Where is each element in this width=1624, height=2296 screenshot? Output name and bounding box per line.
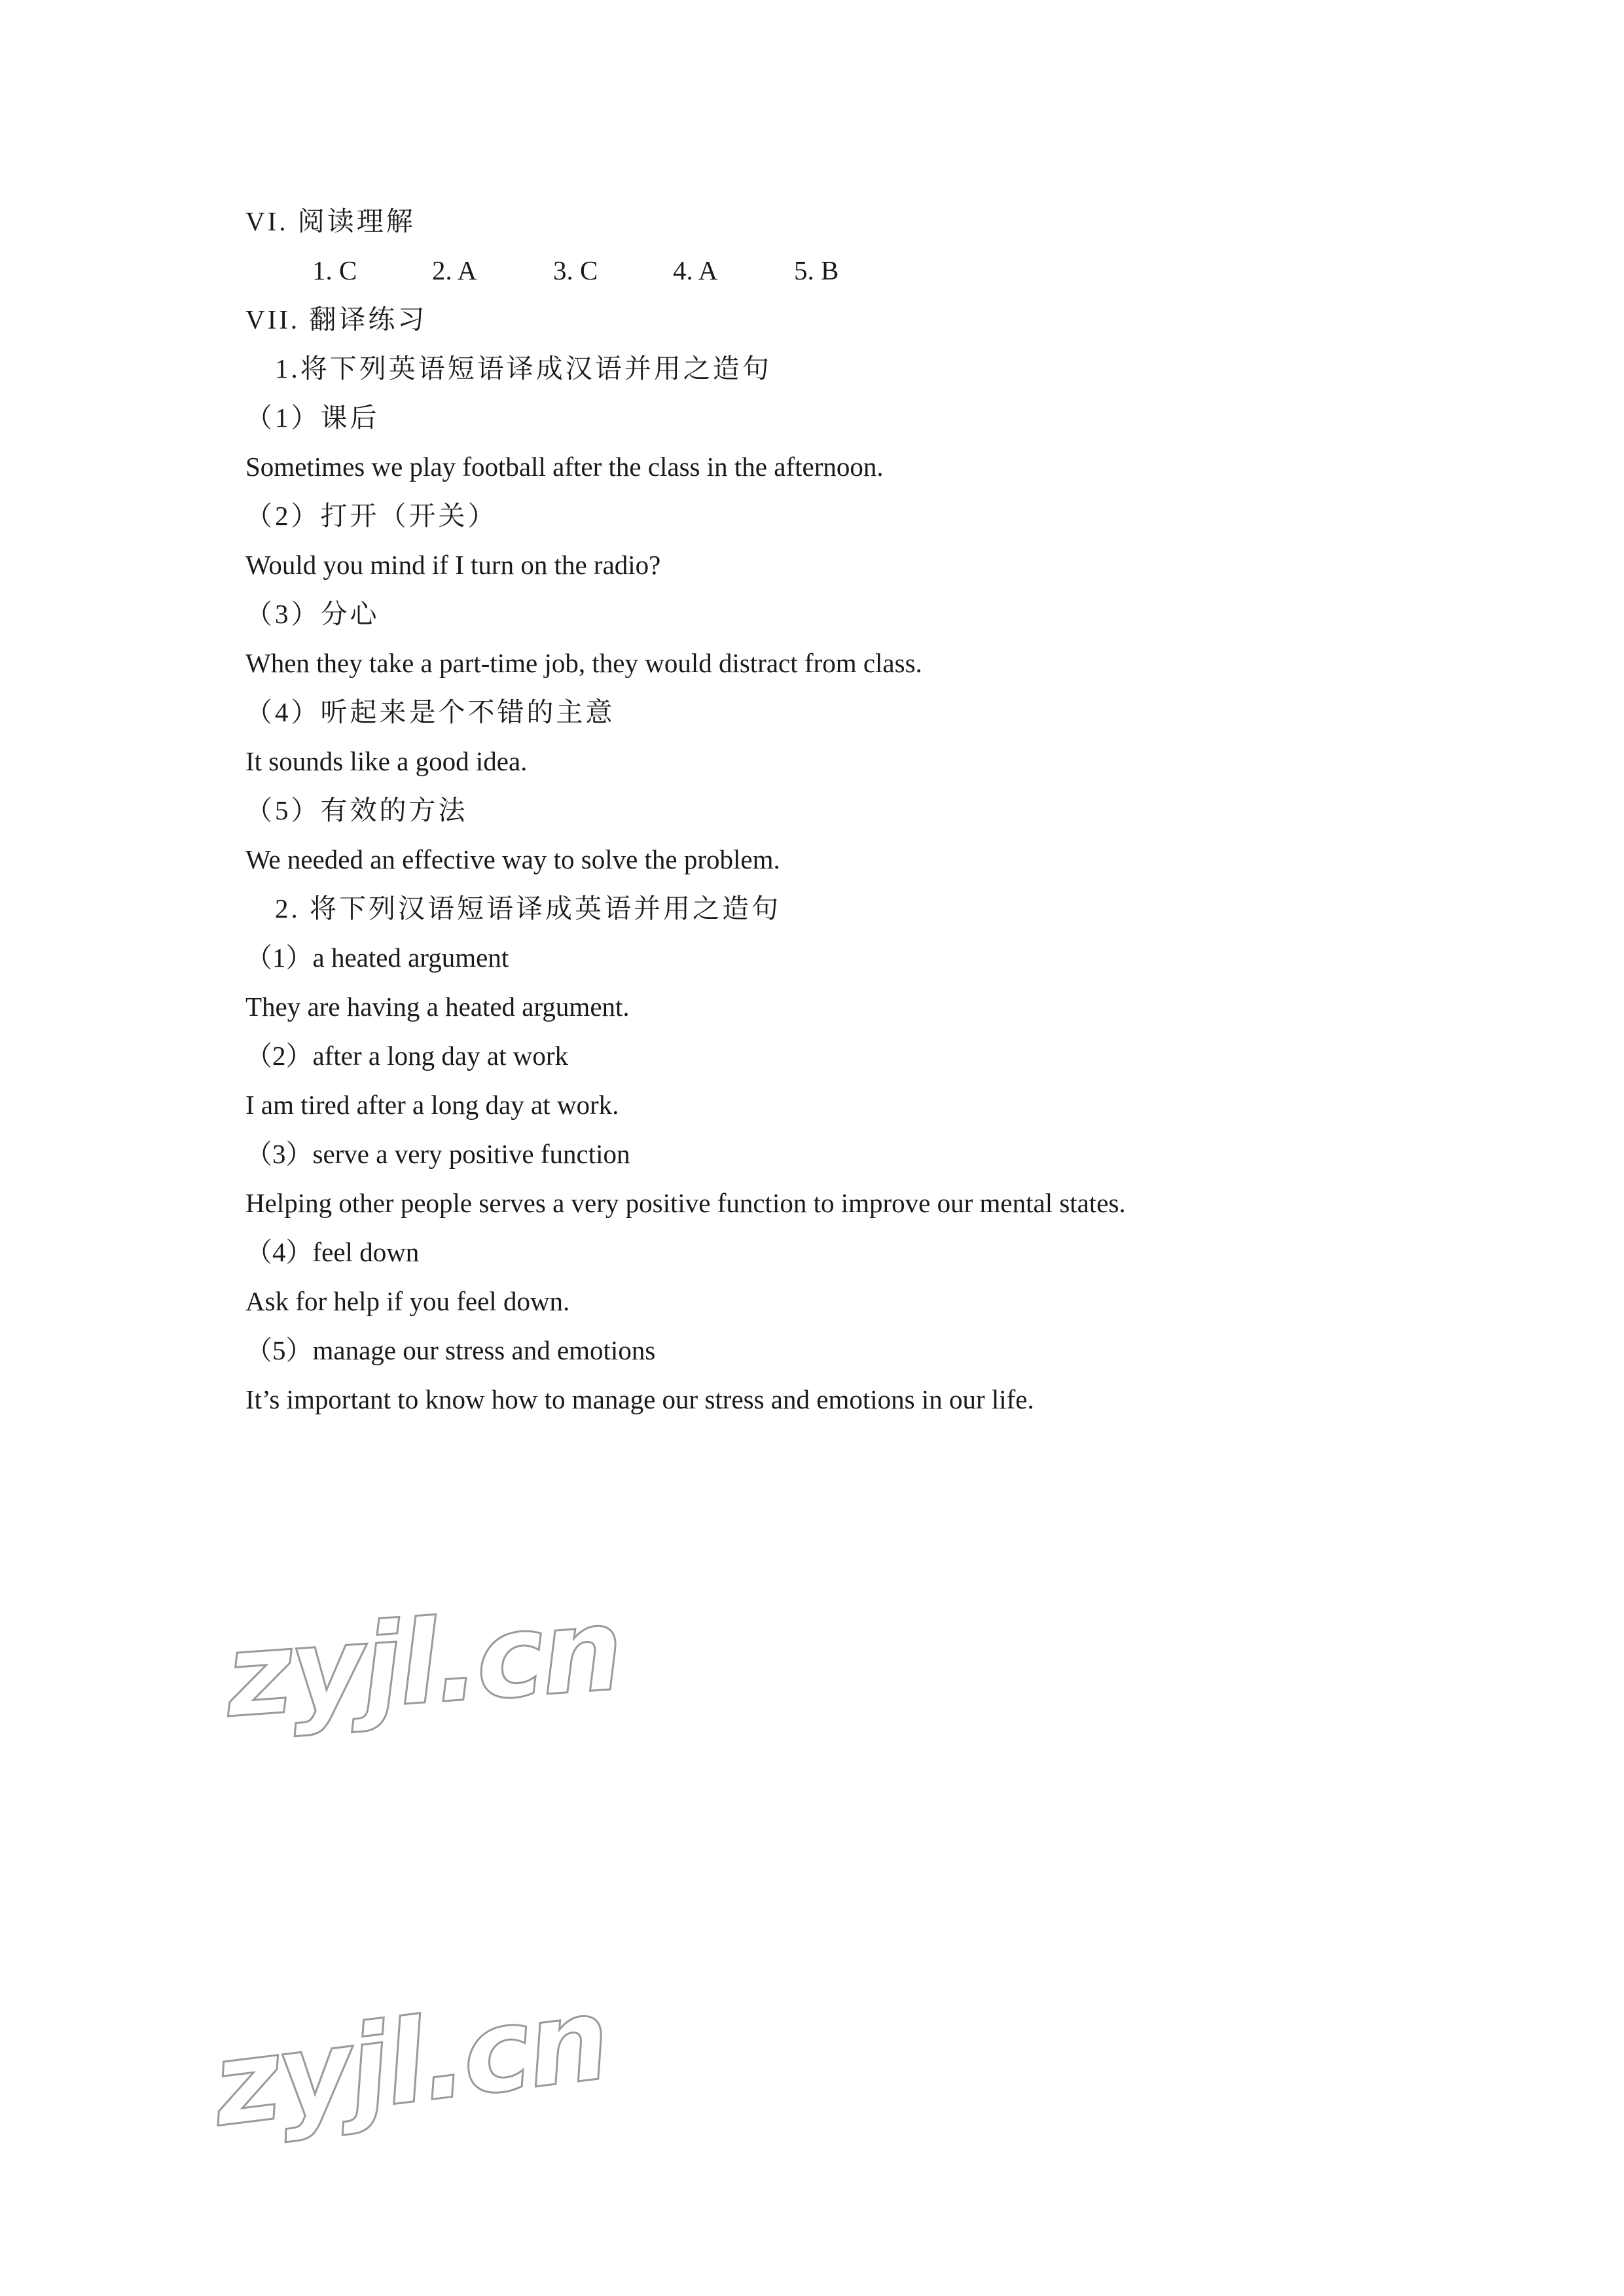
answer-1: 1. C — [312, 255, 357, 285]
item-label: （2）after a long day at work — [245, 1041, 568, 1071]
item-sentence: They are having a heated argument. — [245, 992, 630, 1022]
item-label: （1）课后 — [245, 403, 380, 433]
watermark-logo: zyjl.cn — [221, 1583, 625, 1744]
answer-2: 2. A — [432, 255, 477, 285]
item-label: （1）a heated argument — [245, 942, 509, 973]
item-label: （4）听起来是个不错的主意 — [245, 697, 615, 727]
answer-4: 4. A — [673, 255, 718, 285]
item-label: （4）feel down — [245, 1237, 420, 1267]
item-label: （3）分心 — [245, 599, 380, 629]
answer-5: 5. B — [794, 255, 839, 285]
item-sentence: We needed an effective way to solve the problem. — [245, 844, 780, 874]
item-sentence: When they take a part-time job, they would distract from class. — [245, 648, 922, 678]
item-sentence: It’s important to know how to manage our stress and emotions in our life. — [245, 1384, 1034, 1414]
watermark-logo: zyjl.cn — [206, 1973, 614, 2153]
item-sentence: I am tired after a long day at work. — [245, 1090, 619, 1120]
part-1-heading: 1.将下列英语短语译成汉语并用之造句 — [275, 353, 772, 384]
section-7-heading: VII. 翻译练习 — [245, 304, 427, 334]
item-label: （2）打开（开关） — [245, 501, 497, 531]
item-sentence: Ask for help if you feel down. — [245, 1286, 570, 1316]
item-label: （5）manage our stress and emotions — [245, 1335, 656, 1365]
item-sentence: Would you mind if I turn on the radio? — [245, 550, 661, 580]
part-2-heading: 2. 将下列汉语短语译成英语并用之造句 — [275, 893, 781, 924]
item-sentence: Sometimes we play football after the class in the afternoon. — [245, 452, 884, 482]
item-label: （5）有效的方法 — [245, 795, 468, 825]
answer-3: 3. C — [553, 255, 598, 285]
item-sentence: Helping other people serves a very positive function to improve our mental states. — [245, 1188, 1126, 1218]
item-sentence: It sounds like a good idea. — [245, 746, 528, 776]
item-label: （3）serve a very positive function — [245, 1139, 630, 1169]
section-6-heading: VI. 阅读理解 — [245, 206, 416, 236]
